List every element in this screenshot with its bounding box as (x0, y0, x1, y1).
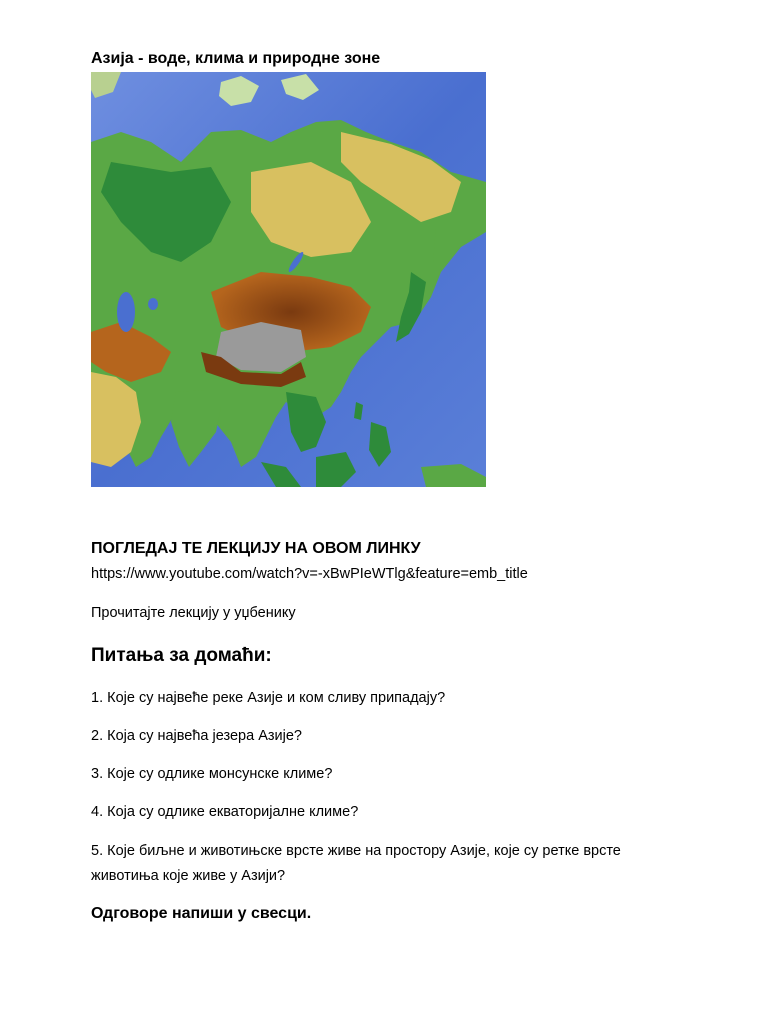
caspian-sea (117, 292, 135, 332)
aral-sea (148, 298, 158, 310)
link-heading: ПОГЛЕДАЈ ТЕ ЛЕКЦИЈУ НА ОВОМ ЛИНКУ (91, 540, 421, 557)
lesson-video-link[interactable]: https://www.youtube.com/watch?v=-xBwPIeWTlg&feature=emb_title (91, 566, 528, 582)
question-5: 5. Које биљне и животињске врсте живе на простору Азије, које су ретке врсте животиња које живе у Азији? (91, 843, 621, 884)
page-title: Азија - воде, клима и природне зоне (91, 50, 381, 67)
asia-relief-map (91, 72, 486, 487)
asia-map-svg (91, 72, 486, 487)
question-3: 3. Које су одлике монсунске климе? (91, 766, 333, 782)
question-1: 1. Које су највеће реке Азије и ком сливу припадају? (91, 690, 446, 706)
read-instruction: Прочитајте лекцију у уџбенику (91, 605, 296, 621)
homework-heading: Питања за домаћи: (91, 645, 272, 666)
question-4: 4. Која су одлике екваторијалне климе? (91, 804, 359, 820)
answer-instruction: Одговоре напиши у свесци. (91, 905, 312, 922)
question-2: 2. Која су највећа језера Азије? (91, 728, 302, 744)
